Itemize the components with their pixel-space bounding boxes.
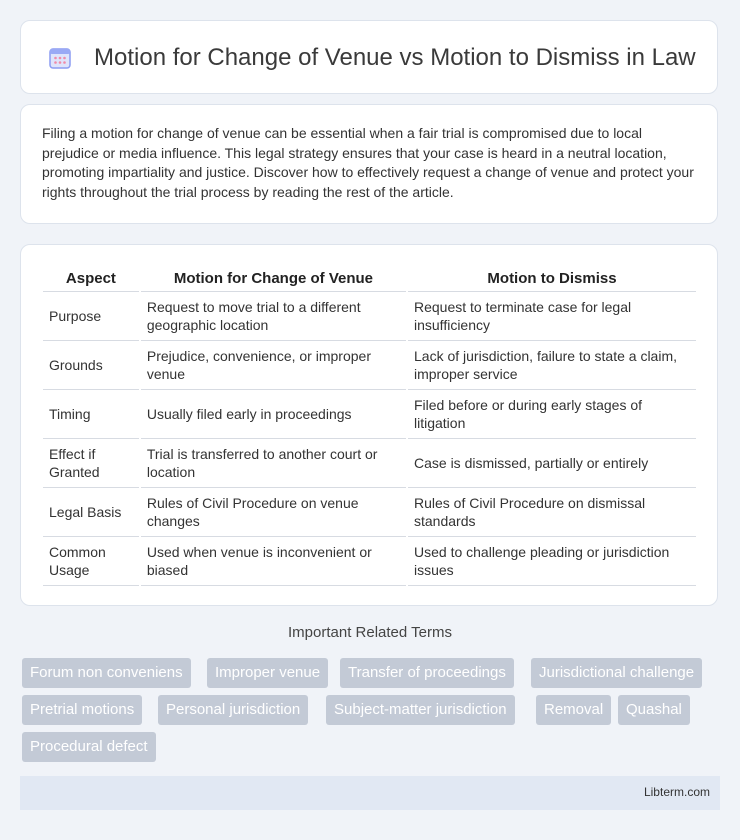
table-row — [43, 341, 696, 390]
dismiss-cell: Lack of jurisdiction, failure to state a claim, improper service — [408, 341, 696, 390]
tag-personal-jurisdiction[interactable]: Personal jurisdiction — [158, 695, 308, 725]
tag-quashal[interactable]: Quashal — [618, 695, 690, 725]
column-header-motion-to-dismiss: Motion to Dismiss — [408, 265, 696, 292]
page-title: Motion for Change of Venue vs Motion to Dismiss in Law — [94, 44, 696, 71]
table-row — [43, 292, 696, 341]
footer-site-link[interactable]: Libterm.com — [643, 785, 710, 799]
dismiss-cell: Rules of Civil Procedure on dismissal standards — [408, 488, 696, 537]
aspect-cell: Effect if Granted — [43, 439, 139, 488]
tag-subject-matter-jurisdiction[interactable]: Subject-matter jurisdiction — [326, 695, 515, 725]
table-row — [43, 488, 696, 537]
comparison-table — [41, 265, 698, 586]
tag-transfer-of-proceedings[interactable]: Transfer of proceedings — [340, 658, 514, 688]
dismiss-cell: Filed before or during early stages of litigation — [408, 390, 696, 439]
aspect-cell: Legal Basis — [43, 488, 139, 537]
dismiss-cell: Case is dismissed, partially or entirely — [408, 439, 696, 488]
comparison-card — [20, 244, 718, 606]
tag-jurisdictional-challenge[interactable]: Jurisdictional challenge — [531, 658, 702, 688]
aspect-cell: Purpose — [43, 292, 139, 341]
tag-improper-venue[interactable]: Improper venue — [207, 658, 328, 688]
table-row — [43, 390, 696, 439]
venue-cell: Request to move trial to a different geographic location — [141, 292, 406, 341]
intro-card — [20, 104, 718, 224]
tag-removal[interactable]: Removal — [536, 695, 611, 725]
venue-cell: Rules of Civil Procedure on venue changes — [141, 488, 406, 537]
aspect-cell: Timing — [43, 390, 139, 439]
header-card — [20, 20, 718, 94]
tag-pretrial-motions[interactable]: Pretrial motions — [22, 695, 142, 725]
dismiss-cell: Request to terminate case for legal insufficiency — [408, 292, 696, 341]
dismiss-cell: Used to challenge pleading or jurisdiction issues — [408, 537, 696, 586]
related-terms-heading: Important Related Terms — [288, 624, 452, 641]
venue-cell: Prejudice, convenience, or improper venue — [141, 341, 406, 390]
table-row — [43, 537, 696, 586]
calendar-grid-icon — [48, 46, 72, 70]
table-header-row — [43, 265, 696, 292]
table-row — [43, 439, 696, 488]
aspect-cell: Grounds — [43, 341, 139, 390]
footer — [20, 776, 720, 810]
aspect-cell: Common Usage — [43, 537, 139, 586]
intro-paragraph: Filing a motion for change of venue can be essential when a fair trial is compromised due to local prejudice or media influence. This legal strategy ensures that your case is heard in a neutral location, promoting impartiality and justice. Discover how to effectively request a change of venue and protect your rights throughout the trial process by reading the rest of the article. — [42, 125, 694, 200]
column-header-aspect: Aspect — [43, 265, 139, 292]
tag-procedural-defect[interactable]: Procedural defect — [22, 732, 156, 762]
venue-cell: Used when venue is inconvenient or biased — [141, 537, 406, 586]
venue-cell: Usually filed early in proceedings — [141, 390, 406, 439]
tag-forum-non-conveniens[interactable]: Forum non conveniens — [22, 658, 191, 688]
venue-cell: Trial is transferred to another court or location — [141, 439, 406, 488]
column-header-change-of-venue: Motion for Change of Venue — [141, 265, 406, 292]
